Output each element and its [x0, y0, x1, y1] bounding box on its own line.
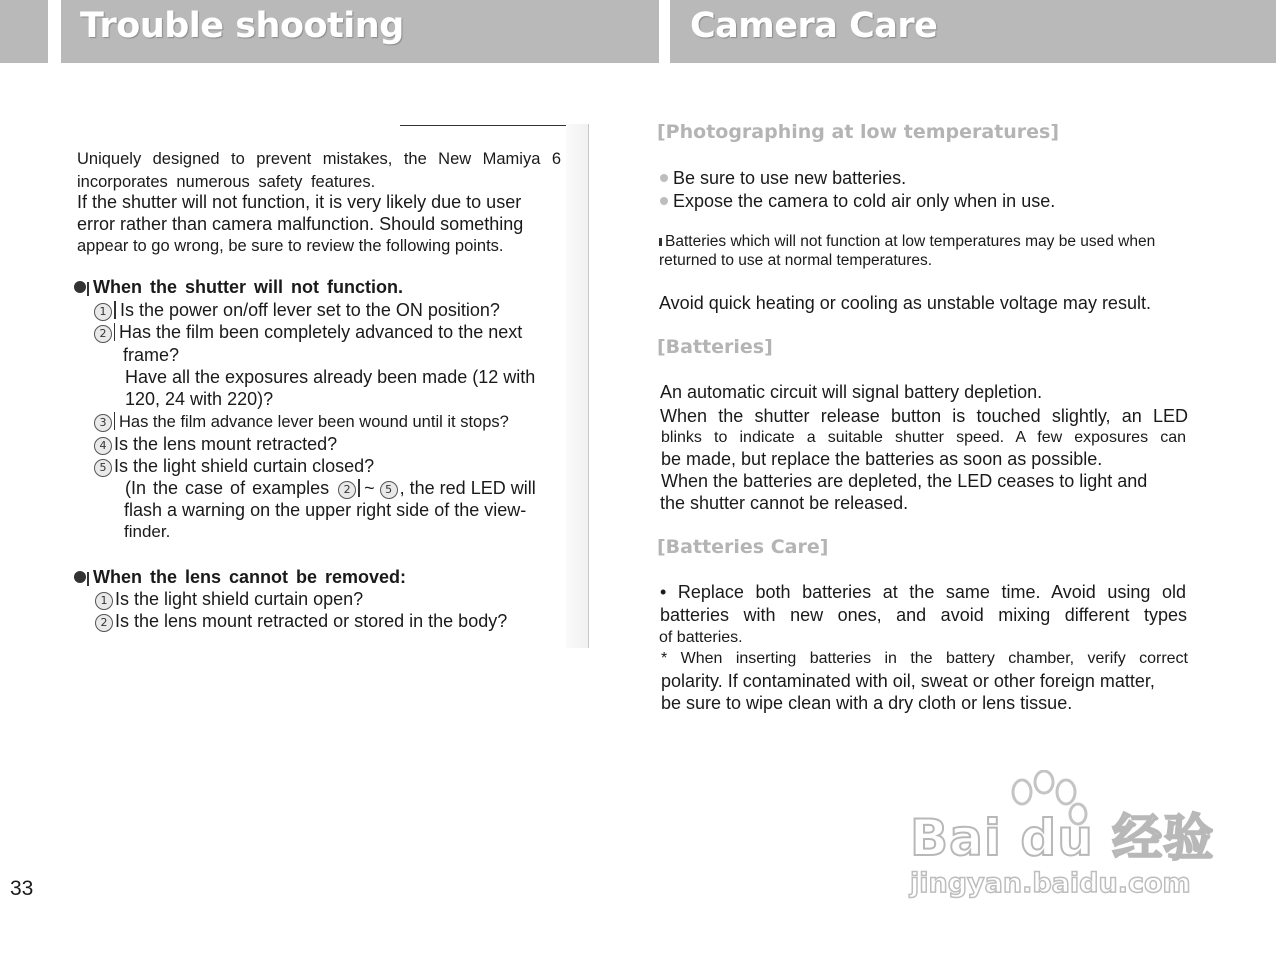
shutter-note-line-3: finder. — [124, 522, 171, 541]
section-shutter-heading — [74, 276, 403, 298]
right-page-title: Camera Care — [690, 6, 938, 46]
item-text: Has the film advance lever been wound until it stops? — [119, 413, 509, 431]
shutter-item-2-cont-1: frame? — [123, 345, 180, 365]
section-lens-heading — [74, 566, 406, 588]
batteries-line-2: When the shutter release button is touched slightly, an LED — [660, 406, 1188, 426]
item-text: Is the power on/off lever set to the ON position? — [120, 300, 500, 320]
batteries-line-5: When the batteries are depleted, the LED ceases to light and — [661, 471, 1148, 491]
care-line-3: of batteries. — [659, 629, 743, 646]
baidu-watermark — [905, 770, 1215, 910]
batteries-heading: [Batteries] — [657, 336, 773, 358]
circled-number-icon: 2 — [338, 481, 356, 499]
watermark-url: jingyan.baidu.com — [910, 868, 1191, 899]
shutter-item-1 — [94, 299, 500, 321]
bullet-text: Be sure to use new batteries. — [673, 168, 907, 188]
intro-line-1: Uniquely designed to prevent mistakes, the New Mamiya 6 — [77, 150, 561, 168]
range-separator: ~ — [364, 478, 375, 498]
circled-number-icon: 5 — [380, 481, 398, 499]
item-text: Is the light shield curtain closed? — [114, 456, 375, 476]
low-temp-bullet-2 — [660, 190, 1055, 212]
bar-mark — [87, 572, 89, 586]
watermark-brand: Bai du 经验 — [910, 809, 1215, 867]
shutter-item-3 — [94, 410, 509, 433]
batteries-line-3: blinks to indicate a suitable shutter speed. A few exposures can — [661, 429, 1186, 446]
top-rule — [400, 125, 568, 126]
circled-number-icon: 2 — [94, 325, 112, 343]
bar-mark — [87, 282, 89, 296]
bullet-icon — [660, 197, 668, 205]
low-temp-bullet-1 — [660, 167, 906, 189]
note-mark — [659, 238, 662, 246]
bar-mark — [114, 301, 116, 319]
low-temp-heading: [Photographing at low temperatures] — [657, 121, 1060, 143]
intro-line-5: appear to go wrong, be sure to review the following points. — [77, 237, 504, 255]
shutter-item-2-cont-3: 120, 24 with 220)? — [125, 389, 274, 409]
shutter-item-2 — [94, 321, 522, 343]
shutter-item-4 — [94, 433, 337, 455]
shutter-note-line-1 — [125, 477, 562, 499]
bullet-dot-icon — [74, 281, 86, 293]
bullet-dot-icon — [74, 571, 86, 583]
circled-number-icon: 1 — [95, 592, 113, 610]
header-bar-left-stub — [0, 0, 48, 63]
item-text: Is the lens mount retracted? — [114, 434, 338, 454]
shutter-item-5 — [94, 455, 374, 477]
circled-number-icon: 1 — [94, 303, 112, 321]
note-text: Batteries which will not function at low temperatures may be used when — [665, 233, 1156, 250]
lens-item-2 — [95, 610, 507, 632]
circled-number-icon: 4 — [94, 437, 112, 455]
batteries-care-heading: [Batteries Care] — [657, 536, 829, 558]
circled-number-icon: 5 — [94, 459, 112, 477]
shutter-heading-text: When the shutter will not function. — [93, 277, 403, 297]
batteries-line-4: be made, but replace the batteries as soon as possible. — [661, 449, 1103, 469]
item-text: Is the light shield curtain open? — [115, 589, 364, 609]
page-number: 33 — [10, 877, 34, 900]
low-temp-para: Avoid quick heating or cooling as unstable voltage may result. — [659, 293, 1151, 313]
care-line-4: * When inserting batteries in the battery chamber, verify correct — [661, 650, 1188, 667]
care-line-6: be sure to wipe clean with a dry cloth or lens tissue. — [661, 693, 1073, 713]
intro-line-3: If the shutter will not function, it is very likely due to user — [77, 192, 522, 212]
low-temp-note-2: returned to use at normal temperatures. — [659, 252, 933, 269]
lens-item-1 — [95, 588, 363, 610]
note-text: (In the case of examples — [125, 478, 330, 498]
item-text: Is the lens mount retracted or stored in the body? — [115, 611, 508, 631]
intro-line-2: incorporates numerous safety features. — [77, 173, 376, 191]
circled-number-icon: 2 — [95, 614, 113, 632]
care-line-5: polarity. If contaminated with oil, sweat or other foreign matter, — [661, 671, 1155, 691]
batteries-line-6: the shutter cannot be released. — [660, 493, 909, 513]
batteries-line-1: An automatic circuit will signal battery depletion. — [660, 382, 1043, 402]
intro-line-4: error rather than camera malfunction. Should something — [77, 214, 524, 234]
care-line-2: batteries with new ones, and avoid mixing different types — [660, 605, 1187, 625]
care-line-1: • Replace both batteries at the same time. Avoid using old — [660, 582, 1186, 602]
bullet-icon — [660, 174, 668, 182]
shutter-item-2-cont-2: Have all the exposures already been made (12 with — [125, 367, 536, 387]
bar-mark — [114, 412, 115, 430]
note-text: , the red LED will — [399, 478, 536, 498]
side-rule — [566, 124, 589, 648]
bar-mark — [358, 479, 360, 497]
shutter-note-line-2: flash a warning on the upper right side of the view- — [124, 500, 527, 520]
lens-heading-text: When the lens cannot be removed: — [93, 567, 407, 587]
circled-number-icon: 3 — [94, 414, 112, 432]
bar-mark — [114, 323, 115, 341]
left-page-title: Trouble shooting — [80, 6, 404, 46]
bullet-text: Expose the camera to cold air only when in use. — [673, 191, 1056, 211]
item-text: Has the film been completely advanced to the next — [119, 322, 523, 342]
